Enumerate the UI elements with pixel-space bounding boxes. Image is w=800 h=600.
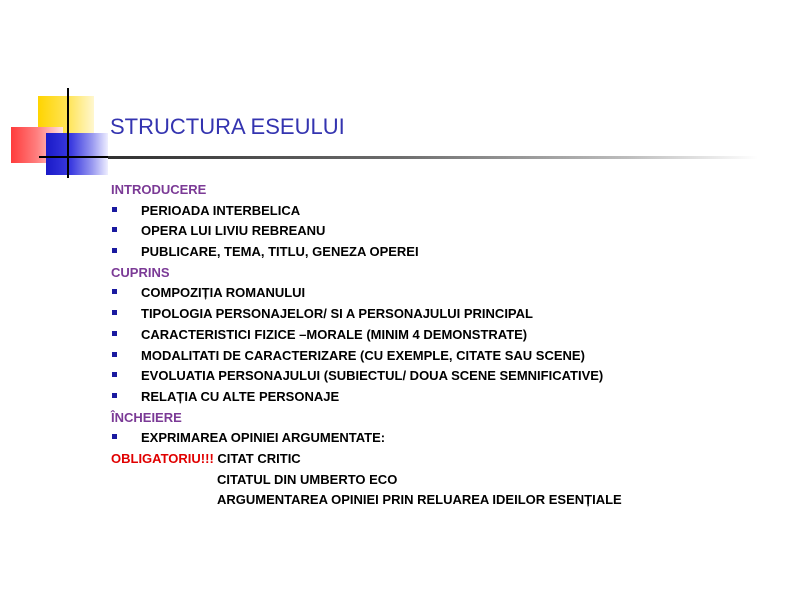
list-item (111, 428, 791, 449)
list-item (111, 221, 791, 242)
obligatoriu-label: OBLIGATORIU!!! (111, 450, 214, 466)
list-item-text: EVOLUATIA PERSONAJULUI (SUBIECTUL/ DOUA SCENE SEMNIFICATIVE) (141, 368, 604, 384)
list-item-text: MODALITATI DE CARACTERIZARE (CU EXEMPLE, CITATE SAU SCENE) (141, 347, 585, 363)
decor-horizontal-line (39, 156, 109, 158)
bullet-icon (112, 248, 117, 253)
bullet-icon (112, 331, 117, 336)
list-item (111, 242, 791, 263)
list-item-text: COMPOZIȚIA ROMANULUI (141, 285, 306, 301)
bullet-icon (112, 207, 117, 212)
section-heading-introducere: INTRODUCERE (111, 182, 207, 197)
section-heading-incheiere: ÎNCHEIERE (111, 409, 182, 425)
slide-content (111, 180, 791, 511)
list-item (111, 201, 791, 222)
list-item-text: TIPOLOGIA PERSONAJELOR/ SI A PERSONAJULUI PRINCIPAL (141, 306, 533, 322)
obligatoriu-item: ARGUMENTAREA OPINIEI PRIN RELUAREA IDEILOR ESENȚIALE (217, 492, 622, 508)
decor-blue-square (46, 133, 108, 175)
list-item-text: OPERA LUI LIVIU REBREANU (141, 223, 326, 239)
obligatoriu-line (111, 449, 791, 470)
bullet-icon (112, 393, 117, 398)
bullet-icon (112, 434, 117, 439)
list-item (111, 283, 791, 304)
bullet-icon (112, 227, 117, 232)
list-item (111, 346, 791, 367)
list-item (111, 325, 791, 346)
list-item-text: RELAȚIA CU ALTE PERSONAJE (141, 388, 340, 404)
list-item-text: CARACTERISTICI FIZICE –MORALE (MINIM 4 DEMONSTRATE) (141, 326, 528, 342)
slide-title: STRUCTURA ESEULUI (110, 114, 345, 139)
list-item (111, 366, 791, 387)
bullet-icon (112, 310, 117, 315)
section-heading-cuprins: CUPRINS (111, 264, 170, 280)
bullet-icon (112, 352, 117, 357)
list-item-text: PUBLICARE, TEMA, TITLU, GENEZA OPEREI (141, 244, 419, 260)
decor-vertical-line (67, 88, 69, 178)
list-item-text: EXPRIMAREA OPINIEI ARGUMENTATE: (141, 430, 386, 446)
obligatoriu-item: CITATUL DIN UMBERTO ECO (217, 471, 398, 487)
title-underline-rule (108, 156, 758, 159)
list-item (111, 304, 791, 325)
list-item (111, 387, 791, 408)
bullet-icon (112, 372, 117, 377)
bullet-icon (112, 289, 117, 294)
list-item-text: PERIOADA INTERBELICA (141, 202, 301, 218)
obligatoriu-item: CITAT CRITIC (217, 450, 301, 466)
